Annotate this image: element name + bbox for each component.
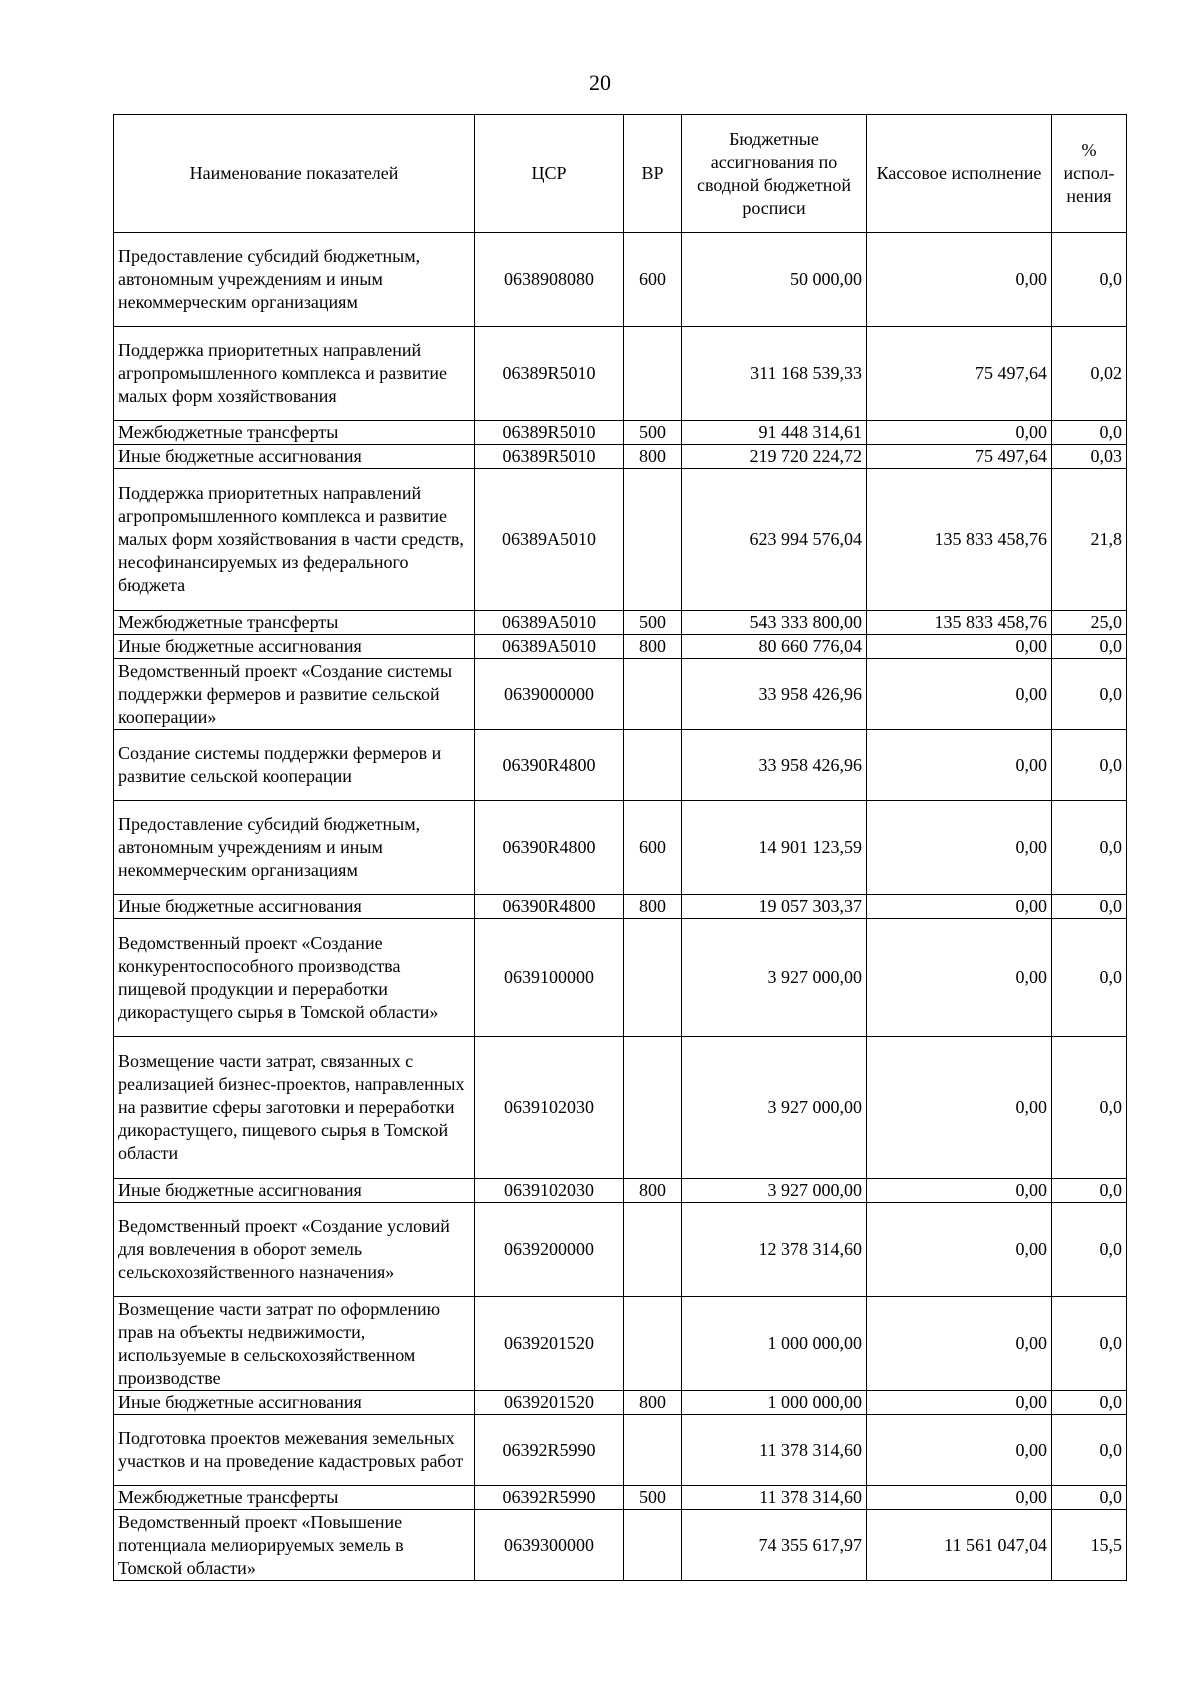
row-name: Ведомственный проект «Создание системы поддержки фермеров и развитие сельской кооперации» bbox=[114, 659, 475, 730]
row-plan: 311 168 539,33 bbox=[682, 327, 867, 421]
row-pct: 0,0 bbox=[1052, 801, 1127, 895]
row-plan: 14 901 123,59 bbox=[682, 801, 867, 895]
row-csr: 06389A5010 bbox=[475, 635, 624, 659]
row-pct: 0,0 bbox=[1052, 1179, 1127, 1203]
row-vr bbox=[624, 919, 682, 1037]
row-vr bbox=[624, 1415, 682, 1486]
row-vr: 800 bbox=[624, 445, 682, 469]
row-pct: 0,0 bbox=[1052, 1486, 1127, 1510]
row-vr bbox=[624, 327, 682, 421]
row-csr: 0639102030 bbox=[475, 1179, 624, 1203]
row-exec: 0,00 bbox=[867, 1486, 1052, 1510]
table-row bbox=[114, 421, 1127, 445]
table-row bbox=[114, 635, 1127, 659]
row-vr: 500 bbox=[624, 421, 682, 445]
row-pct: 0,0 bbox=[1052, 421, 1127, 445]
row-plan: 12 378 314,60 bbox=[682, 1203, 867, 1297]
row-csr: 06390R4800 bbox=[475, 730, 624, 801]
row-pct: 0,0 bbox=[1052, 233, 1127, 327]
header-vr: ВР bbox=[624, 115, 682, 233]
row-csr: 06392R5990 bbox=[475, 1415, 624, 1486]
row-exec: 0,00 bbox=[867, 730, 1052, 801]
table-row bbox=[114, 1179, 1127, 1203]
row-plan: 33 958 426,96 bbox=[682, 730, 867, 801]
row-name: Ведомственный проект «Повышение потенциала мелиорируемых земель в Томской области» bbox=[114, 1510, 475, 1581]
row-csr: 06389R5010 bbox=[475, 445, 624, 469]
row-name: Иные бюджетные ассигнования bbox=[114, 445, 475, 469]
row-exec: 0,00 bbox=[867, 233, 1052, 327]
row-exec: 0,00 bbox=[867, 1179, 1052, 1203]
row-vr: 800 bbox=[624, 895, 682, 919]
row-plan: 50 000,00 bbox=[682, 233, 867, 327]
row-exec: 0,00 bbox=[867, 635, 1052, 659]
row-csr: 0639300000 bbox=[475, 1510, 624, 1581]
row-pct: 0,0 bbox=[1052, 1037, 1127, 1179]
row-name: Возмещение части затрат по оформлению прав на объекты недвижимости, используемые в сельскохозяйственном производстве bbox=[114, 1297, 475, 1391]
row-plan: 3 927 000,00 bbox=[682, 1037, 867, 1179]
table-header-row bbox=[114, 115, 1127, 233]
row-plan: 11 378 314,60 bbox=[682, 1415, 867, 1486]
table-row bbox=[114, 327, 1127, 421]
table-row bbox=[114, 1297, 1127, 1391]
row-pct: 25,0 bbox=[1052, 611, 1127, 635]
row-vr: 800 bbox=[624, 1179, 682, 1203]
row-vr bbox=[624, 1297, 682, 1391]
table-row bbox=[114, 445, 1127, 469]
table-row bbox=[114, 730, 1127, 801]
row-csr: 0639000000 bbox=[475, 659, 624, 730]
row-name: Ведомственный проект «Создание условий для вовлечения в оборот земель сельскохозяйственного назначения» bbox=[114, 1203, 475, 1297]
row-plan: 543 333 800,00 bbox=[682, 611, 867, 635]
row-csr: 0639201520 bbox=[475, 1297, 624, 1391]
row-vr: 800 bbox=[624, 1391, 682, 1415]
row-name: Предоставление субсидий бюджетным, автономным учреждениям и иным некоммерческим организациям bbox=[114, 233, 475, 327]
table-row bbox=[114, 801, 1127, 895]
row-name: Межбюджетные трансферты bbox=[114, 1486, 475, 1510]
row-exec: 0,00 bbox=[867, 659, 1052, 730]
row-plan: 80 660 776,04 bbox=[682, 635, 867, 659]
table-row bbox=[114, 611, 1127, 635]
row-vr bbox=[624, 659, 682, 730]
row-pct: 0,0 bbox=[1052, 1203, 1127, 1297]
row-csr: 06389R5010 bbox=[475, 327, 624, 421]
row-exec: 0,00 bbox=[867, 1391, 1052, 1415]
budget-execution-table bbox=[113, 114, 1127, 1581]
row-csr: 06390R4800 bbox=[475, 801, 624, 895]
row-exec: 11 561 047,04 bbox=[867, 1510, 1052, 1581]
row-plan: 19 057 303,37 bbox=[682, 895, 867, 919]
table-row bbox=[114, 1391, 1127, 1415]
row-name: Межбюджетные трансферты bbox=[114, 611, 475, 635]
row-plan: 1 000 000,00 bbox=[682, 1297, 867, 1391]
row-exec: 135 833 458,76 bbox=[867, 469, 1052, 611]
table-row bbox=[114, 919, 1127, 1037]
row-csr: 0639100000 bbox=[475, 919, 624, 1037]
row-name: Ведомственный проект «Создание конкурентоспособного производства пищевой продукции и переработки дикорастущего сырья в Томской области» bbox=[114, 919, 475, 1037]
row-name: Предоставление субсидий бюджетным, автономным учреждениям и иным некоммерческим организациям bbox=[114, 801, 475, 895]
row-vr bbox=[624, 1037, 682, 1179]
row-name: Подготовка проектов межевания земельных участков и на проведение кадастровых работ bbox=[114, 1415, 475, 1486]
row-csr: 06392R5990 bbox=[475, 1486, 624, 1510]
row-exec: 0,00 bbox=[867, 421, 1052, 445]
row-vr bbox=[624, 469, 682, 611]
table-row bbox=[114, 895, 1127, 919]
row-plan: 11 378 314,60 bbox=[682, 1486, 867, 1510]
row-plan: 219 720 224,72 bbox=[682, 445, 867, 469]
row-plan: 91 448 314,61 bbox=[682, 421, 867, 445]
page-number: 20 bbox=[589, 70, 611, 95]
header-csr: ЦСР bbox=[475, 115, 624, 233]
row-csr: 0639200000 bbox=[475, 1203, 624, 1297]
row-csr: 06389R5010 bbox=[475, 421, 624, 445]
row-exec: 0,00 bbox=[867, 1203, 1052, 1297]
row-exec: 0,00 bbox=[867, 1297, 1052, 1391]
row-pct: 21,8 bbox=[1052, 469, 1127, 611]
row-pct: 0,0 bbox=[1052, 1415, 1127, 1486]
row-csr: 06389A5010 bbox=[475, 611, 624, 635]
row-name: Межбюджетные трансферты bbox=[114, 421, 475, 445]
row-pct: 0,0 bbox=[1052, 1297, 1127, 1391]
row-plan: 74 355 617,97 bbox=[682, 1510, 867, 1581]
row-pct: 15,5 bbox=[1052, 1510, 1127, 1581]
row-exec: 0,00 bbox=[867, 1037, 1052, 1179]
header-name: Наименование показателей bbox=[114, 115, 475, 233]
row-plan: 3 927 000,00 bbox=[682, 919, 867, 1037]
row-vr: 600 bbox=[624, 801, 682, 895]
row-pct: 0,03 bbox=[1052, 445, 1127, 469]
row-vr: 800 bbox=[624, 635, 682, 659]
row-exec: 0,00 bbox=[867, 919, 1052, 1037]
row-csr: 0638908080 bbox=[475, 233, 624, 327]
row-name: Иные бюджетные ассигнования bbox=[114, 1179, 475, 1203]
row-pct: 0,0 bbox=[1052, 730, 1127, 801]
row-pct: 0,02 bbox=[1052, 327, 1127, 421]
row-exec: 0,00 bbox=[867, 1415, 1052, 1486]
row-exec: 0,00 bbox=[867, 801, 1052, 895]
row-vr: 500 bbox=[624, 611, 682, 635]
table-row bbox=[114, 1415, 1127, 1486]
row-csr: 06390R4800 bbox=[475, 895, 624, 919]
table-row bbox=[114, 233, 1127, 327]
row-plan: 1 000 000,00 bbox=[682, 1391, 867, 1415]
row-name: Создание системы поддержки фермеров и развитие сельской кооперации bbox=[114, 730, 475, 801]
table-row bbox=[114, 1037, 1127, 1179]
row-name: Поддержка приоритетных направлений агропромышленного комплекса и развитие малых форм хозяйствования в части средств, несофинансируемых из федерального бюджета bbox=[114, 469, 475, 611]
row-exec: 0,00 bbox=[867, 895, 1052, 919]
table-row bbox=[114, 1510, 1127, 1581]
row-pct: 0,0 bbox=[1052, 1391, 1127, 1415]
row-name: Иные бюджетные ассигнования bbox=[114, 1391, 475, 1415]
row-vr bbox=[624, 1510, 682, 1581]
row-name: Иные бюджетные ассигнования bbox=[114, 635, 475, 659]
row-plan: 623 994 576,04 bbox=[682, 469, 867, 611]
row-exec: 135 833 458,76 bbox=[867, 611, 1052, 635]
row-pct: 0,0 bbox=[1052, 659, 1127, 730]
row-name: Иные бюджетные ассигнования bbox=[114, 895, 475, 919]
table-row bbox=[114, 659, 1127, 730]
row-name: Возмещение части затрат, связанных с реализацией бизнес-проектов, направленных на развитие сферы заготовки и переработки дикорастущего, пищевого сырья в Томской области bbox=[114, 1037, 475, 1179]
row-exec: 75 497,64 bbox=[867, 327, 1052, 421]
row-vr: 600 bbox=[624, 233, 682, 327]
row-vr bbox=[624, 1203, 682, 1297]
table-row bbox=[114, 1486, 1127, 1510]
header-exec: Кассовое исполнение bbox=[867, 115, 1052, 233]
row-name: Поддержка приоритетных направлений агропромышленного комплекса и развитие малых форм хозяйствования bbox=[114, 327, 475, 421]
header-pct: % испол-нения bbox=[1052, 115, 1127, 233]
row-plan: 3 927 000,00 bbox=[682, 1179, 867, 1203]
row-pct: 0,0 bbox=[1052, 919, 1127, 1037]
row-plan: 33 958 426,96 bbox=[682, 659, 867, 730]
row-pct: 0,0 bbox=[1052, 895, 1127, 919]
row-vr bbox=[624, 730, 682, 801]
row-csr: 0639102030 bbox=[475, 1037, 624, 1179]
row-csr: 06389A5010 bbox=[475, 469, 624, 611]
table-row bbox=[114, 1203, 1127, 1297]
row-exec: 75 497,64 bbox=[867, 445, 1052, 469]
row-csr: 0639201520 bbox=[475, 1391, 624, 1415]
row-vr: 500 bbox=[624, 1486, 682, 1510]
header-plan: Бюджетные ассигнования по сводной бюджетной росписи bbox=[682, 115, 867, 233]
row-pct: 0,0 bbox=[1052, 635, 1127, 659]
table-row bbox=[114, 469, 1127, 611]
